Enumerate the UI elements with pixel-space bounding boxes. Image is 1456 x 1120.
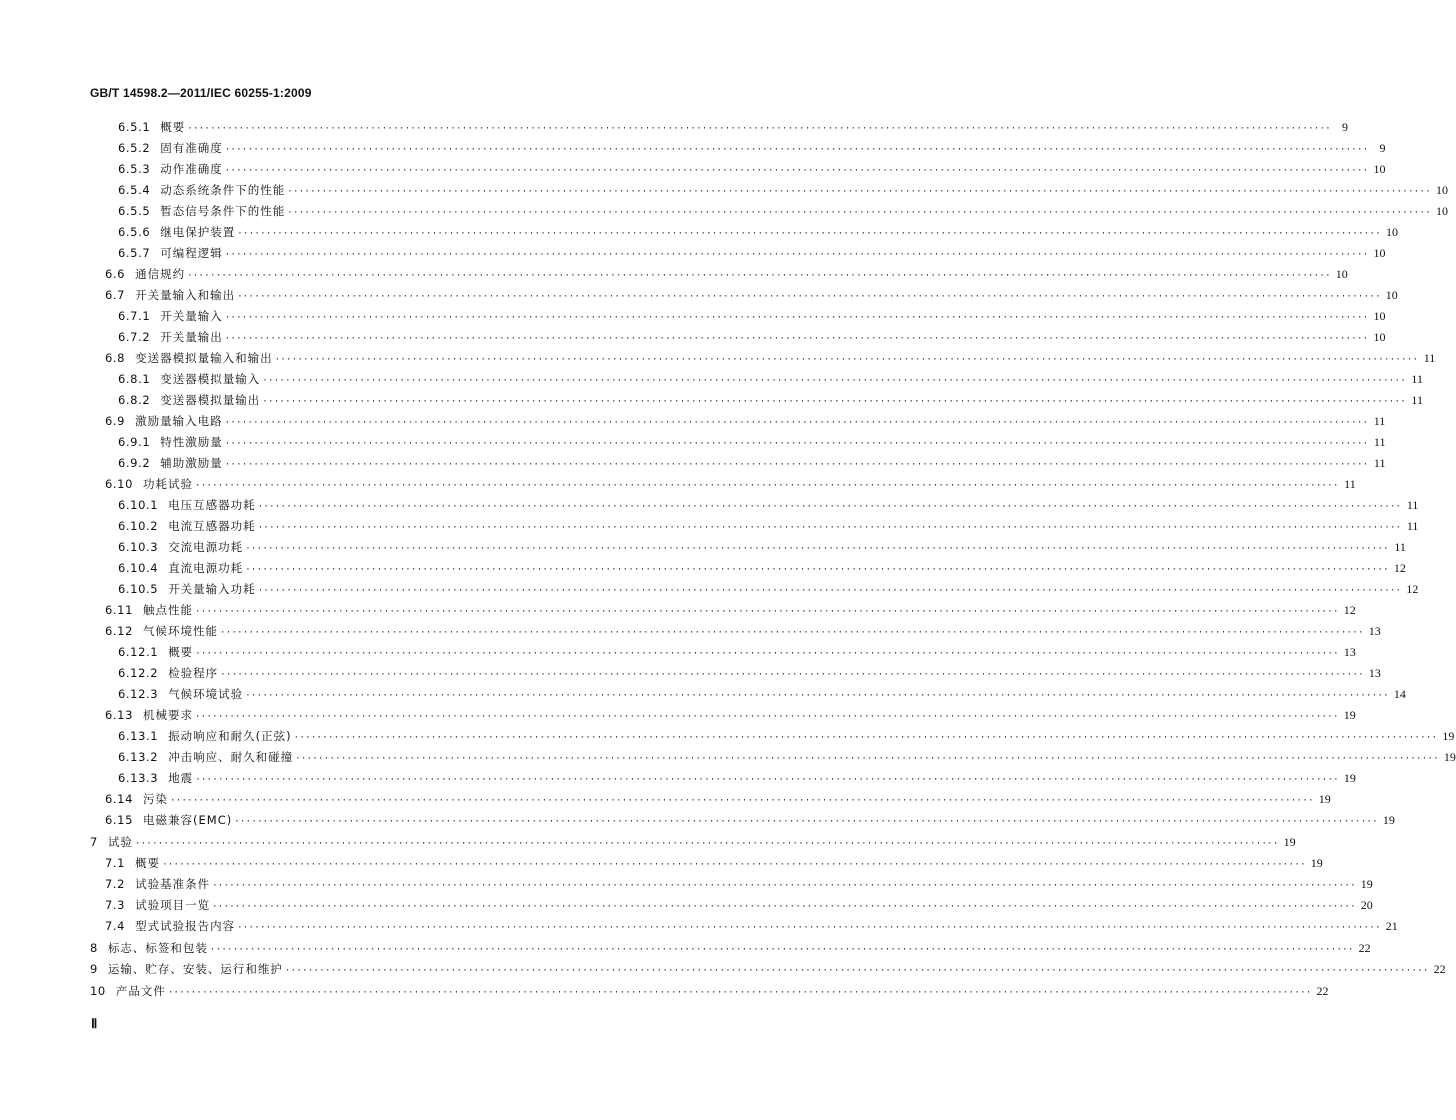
- toc-entry-number: 7.4: [105, 919, 126, 933]
- toc-entry-number: 6.8: [105, 351, 126, 365]
- toc-entry-page: 22: [1433, 962, 1446, 976]
- toc-entry-page: 10: [1385, 225, 1398, 239]
- toc-entry-page: 11: [1373, 456, 1386, 470]
- toc-entry-page: 11: [1423, 351, 1436, 365]
- toc-entry-page: 10: [1373, 246, 1386, 260]
- toc-leader-dots: ········································································································································································································: [224, 250, 1369, 260]
- toc-entry-number: 6.11: [105, 603, 134, 617]
- toc-entry-page: 10: [1373, 309, 1386, 323]
- toc-entry[interactable]: [105, 789, 1331, 809]
- toc-leader-dots: ········································································································································································································: [195, 649, 1339, 659]
- toc-entry-page: 19: [1343, 708, 1356, 722]
- toc-entry-number: 6.9.1: [118, 435, 151, 449]
- toc-leader-dots: ········································································································································································································: [224, 334, 1369, 344]
- toc-entry[interactable]: [105, 621, 1381, 641]
- toc-entry-page: 10: [1435, 183, 1448, 197]
- toc-entry-page: 21: [1385, 919, 1398, 933]
- toc-leader-dots: ········································································································································································································: [224, 460, 1369, 470]
- toc-entry-number: 7.2: [105, 877, 126, 891]
- toc-entry-number: 6.5.6: [118, 225, 151, 239]
- toc-entry-title: 概要: [168, 645, 194, 659]
- toc-entry-number: 6.5.3: [118, 162, 151, 176]
- toc-leader-dots: ········································································································································································································: [195, 481, 1339, 491]
- toc-entry-number: 6.14: [105, 792, 134, 806]
- toc-entry[interactable]: [90, 832, 1296, 852]
- toc-entry-number: 6.12.3: [118, 687, 159, 701]
- toc-entry[interactable]: [118, 390, 1423, 410]
- toc-entry[interactable]: [118, 726, 1455, 746]
- toc-leader-dots: ········································································································································································································: [262, 376, 1406, 386]
- toc-leader-dots: ········································································································································································································: [245, 691, 1389, 701]
- toc-leader-dots: ········································································································································································································: [195, 607, 1339, 617]
- toc-entry-number: 6.9.2: [118, 456, 151, 470]
- toc-entry-title: 冲击响应、耐久和碰撞: [168, 750, 294, 764]
- toc-leader-dots: ········································································································································································································: [162, 860, 1306, 870]
- toc-leader-dots: ········································································································································································································: [284, 966, 1429, 976]
- toc-entry-title: 运输、贮存、安装、运行和维护: [107, 962, 283, 976]
- toc-entry-page: 13: [1368, 666, 1381, 680]
- toc-entry-title: 交流电源功耗: [168, 540, 244, 554]
- toc-entry[interactable]: [90, 938, 1371, 958]
- toc-entry-page: 12: [1406, 582, 1419, 596]
- toc-leader-dots: ········································································································································································································: [245, 565, 1389, 575]
- toc-entry[interactable]: [105, 264, 1348, 284]
- toc-entry-page: 10: [1385, 288, 1398, 302]
- toc-entry-title: 概要: [135, 856, 161, 870]
- toc-entry-title: 触点性能: [143, 603, 194, 617]
- toc-entry[interactable]: [118, 369, 1423, 389]
- toc-entry-title: 辅助激励量: [160, 456, 223, 470]
- toc-entry[interactable]: [105, 474, 1356, 494]
- toc-entry-number: 6.12.2: [118, 666, 159, 680]
- toc-entry-number: 6.5.2: [118, 141, 151, 155]
- toc-entry[interactable]: [118, 222, 1398, 242]
- toc-entry[interactable]: [105, 853, 1323, 873]
- toc-entry-number: 7.3: [105, 898, 126, 912]
- toc-entry[interactable]: [118, 432, 1386, 452]
- toc-entry-number: 8: [90, 940, 98, 955]
- toc-entry-number: 6.7: [105, 288, 126, 302]
- toc-entry[interactable]: [105, 600, 1356, 620]
- toc-leader-dots: ········································································································································································································: [187, 271, 1331, 281]
- toc-entry-title: 机械要求: [143, 708, 194, 722]
- toc-entry-page: 10: [1373, 330, 1386, 344]
- toc-leader-dots: ········································································································································································································: [220, 670, 1364, 680]
- toc-entry-title: 变送器模拟量输入和输出: [135, 351, 273, 365]
- toc-entry-title: 型式试验报告内容: [135, 919, 236, 933]
- toc-entry-title: 电磁兼容(EMC): [143, 813, 233, 827]
- toc-entry-title: 固有准确度: [160, 141, 223, 155]
- toc-entry-page: 11: [1373, 414, 1386, 428]
- toc-entry[interactable]: [118, 243, 1386, 263]
- toc-entry-page: 9: [1341, 120, 1348, 134]
- toc-leader-dots: ········································································································································································································: [287, 208, 1431, 218]
- toc-entry-page: 20: [1360, 898, 1373, 912]
- toc-entry[interactable]: [105, 285, 1398, 305]
- toc-entry-title: 变送器模拟量输入: [160, 372, 261, 386]
- toc-entry[interactable]: [118, 138, 1386, 158]
- toc-entry-number: 6.7.1: [118, 309, 151, 323]
- toc-entry-page: 11: [1406, 498, 1419, 512]
- toc-entry[interactable]: [118, 663, 1381, 683]
- toc-leader-dots: ········································································································································································································: [224, 439, 1369, 449]
- toc-entry-title: 继电保护装置: [160, 225, 236, 239]
- toc-entry-number: 6.8.1: [118, 372, 151, 386]
- toc-entry-number: 9: [90, 962, 98, 976]
- toc-entry-number: 6.5.5: [118, 204, 151, 218]
- toc-entry-number: 6.13: [105, 708, 134, 722]
- toc-entry-title: 试验项目一览: [135, 898, 211, 912]
- toc-entry[interactable]: [118, 537, 1406, 557]
- toc-leader-dots: ········································································································································································································: [224, 313, 1369, 323]
- toc-leader-dots: ········································································································································································································: [212, 902, 1356, 912]
- toc-entry-page: 19: [1343, 771, 1356, 785]
- toc-leader-dots: ········································································································································································································: [262, 397, 1406, 407]
- toc-entry-title: 试验基准条件: [135, 877, 211, 891]
- toc-entry[interactable]: [118, 495, 1419, 515]
- toc-leader-dots: ········································································································································································································: [295, 754, 1439, 764]
- toc-entry-number: 6.5.1: [118, 120, 151, 134]
- toc-entry[interactable]: [90, 981, 1329, 1001]
- toc-entry-title: 开关量输出: [160, 330, 223, 344]
- toc-entry-page: 11: [1411, 393, 1423, 407]
- toc-entry-page: 13: [1368, 624, 1381, 638]
- toc-entry[interactable]: [105, 810, 1395, 830]
- toc-entry-number: 6.6: [105, 267, 126, 281]
- toc-leader-dots: ········································································································································································································: [287, 187, 1431, 197]
- toc-entry-title: 特性激励量: [160, 435, 223, 449]
- toc-entry-page: 12: [1343, 603, 1356, 617]
- toc-entry-title: 试验: [107, 834, 133, 849]
- toc-entry[interactable]: [105, 895, 1373, 915]
- toc-entry-title: 动态系统条件下的性能: [160, 183, 286, 197]
- toc-entry-title: 气候环境性能: [143, 624, 219, 638]
- toc-entry-title: 地震: [168, 771, 194, 785]
- toc-entry-number: 6.13.2: [118, 750, 159, 764]
- toc-leader-dots: ········································································································································································································: [195, 712, 1339, 722]
- toc-entry[interactable]: [118, 516, 1419, 536]
- toc-entry[interactable]: [118, 747, 1456, 767]
- toc-entry-page: 19: [1310, 856, 1323, 870]
- toc-entry-title: 激励量输入电路: [135, 414, 223, 428]
- toc-entry-title: 功耗试验: [143, 477, 194, 491]
- toc-leader-dots: ········································································································································································································: [220, 628, 1364, 638]
- toc-leader-dots: ········································································································································································································: [293, 733, 1438, 743]
- toc-entry-title: 通信规约: [135, 267, 186, 281]
- toc-leader-dots: ········································································································································································································: [224, 166, 1369, 176]
- toc-entry-page: 11: [1406, 519, 1419, 533]
- toc-leader-dots: ········································································································································································································: [134, 838, 1279, 849]
- toc-leader-dots: ········································································································································································································: [224, 418, 1369, 428]
- toc-leader-dots: ········································································································································································································: [195, 775, 1339, 785]
- toc-leader-dots: ········································································································································································································: [237, 292, 1381, 302]
- toc-entry-page: 10: [1435, 204, 1448, 218]
- toc-entry-number: 6.12: [105, 624, 134, 638]
- toc-entry-page: 14: [1393, 687, 1406, 701]
- toc-entry-title: 标志、标签和包装: [107, 940, 208, 955]
- toc-entry[interactable]: [105, 874, 1373, 894]
- toc-leader-dots: ········································································································································································································: [187, 124, 1331, 134]
- toc-entry-number: 6.10.3: [118, 540, 159, 554]
- toc-leader-dots: ········································································································································································································: [224, 145, 1369, 155]
- toc-entry-title: 污染: [143, 792, 169, 806]
- toc-leader-dots: ········································································································································································································: [212, 881, 1356, 891]
- toc-entry-title: 检验程序: [168, 666, 219, 680]
- toc-entry-page: 22: [1358, 940, 1371, 955]
- page-number-footer: Ⅱ: [91, 1016, 98, 1031]
- toc-entry-number: 6.12.1: [118, 645, 159, 659]
- toc-entry-number: 6.10.5: [118, 582, 159, 596]
- toc-entry-number: 6.8.2: [118, 393, 151, 407]
- toc-entry-number: 6.13.3: [118, 771, 159, 785]
- toc-entry-title: 产品文件: [115, 983, 166, 998]
- toc-entry-number: 6.13.1: [118, 729, 159, 743]
- toc-entry-number: 6.5.7: [118, 246, 151, 260]
- toc-leader-dots: ········································································································································································································: [170, 796, 1314, 806]
- toc-entry-number: 6.10.1: [118, 498, 159, 512]
- toc-entry-number: 6.7.2: [118, 330, 151, 344]
- toc-entry-title: 动作准确度: [160, 162, 223, 176]
- toc-entry-page: 19: [1442, 729, 1455, 743]
- toc-entry-page: 19: [1360, 877, 1373, 891]
- toc-entry-page: 19: [1382, 813, 1395, 827]
- toc-leader-dots: ········································································································································································································: [237, 229, 1381, 239]
- toc-entry-number: 7: [90, 834, 98, 849]
- toc-entry[interactable]: [118, 684, 1406, 704]
- toc-leader-dots: ········································································································································································································: [245, 544, 1389, 554]
- toc-entry[interactable]: [105, 916, 1398, 936]
- toc-entry-number: 6.5.4: [118, 183, 151, 197]
- toc-leader-dots: ········································································································································································································: [237, 923, 1381, 933]
- toc-entry-title: 暂态信号条件下的性能: [160, 204, 286, 218]
- toc-entry-title: 开关量输入: [160, 309, 223, 323]
- toc-entry-title: 开关量输入和输出: [135, 288, 236, 302]
- toc-entry[interactable]: [90, 959, 1446, 979]
- toc-entry-page: 10: [1373, 162, 1386, 176]
- toc-entry-title: 直流电源功耗: [168, 561, 244, 575]
- toc-entry[interactable]: [118, 453, 1386, 473]
- toc-entry[interactable]: [118, 117, 1348, 137]
- toc-entry-title: 开关量输入功耗: [168, 582, 256, 596]
- toc-entry[interactable]: [118, 201, 1448, 221]
- toc-entry[interactable]: [118, 159, 1386, 179]
- toc-entry-page: 9: [1379, 141, 1386, 155]
- toc-entry[interactable]: [105, 705, 1356, 725]
- toc-entry-title: 变送器模拟量输出: [160, 393, 261, 407]
- toc-entry-page: 11: [1373, 435, 1386, 449]
- toc-entry-page: 11: [1411, 372, 1423, 386]
- toc-entry-number: 6.15: [105, 813, 134, 827]
- toc-entry-number: 6.9: [105, 414, 126, 428]
- toc-entry-title: 电压互感器功耗: [168, 498, 256, 512]
- toc-entry-title: 可编程逻辑: [160, 246, 223, 260]
- toc-leader-dots: ········································································································································································································: [167, 987, 1312, 998]
- toc-entry-title: 振动响应和耐久(正弦): [168, 729, 292, 743]
- toc-entry[interactable]: [105, 348, 1436, 368]
- toc-entry-page: 19: [1283, 834, 1296, 849]
- toc-entry-title: 气候环境试验: [168, 687, 244, 701]
- toc-leader-dots: ········································································································································································································: [209, 944, 1354, 955]
- toc-leader-dots: ········································································································································································································: [257, 523, 1402, 533]
- toc-entry[interactable]: [118, 180, 1448, 200]
- toc-leader-dots: ········································································································································································································: [274, 355, 1419, 365]
- toc-entry[interactable]: [105, 411, 1386, 431]
- toc-entry-page: 13: [1343, 645, 1356, 659]
- toc-entry-number: 6.10.4: [118, 561, 159, 575]
- toc-entry[interactable]: [118, 327, 1386, 347]
- toc-entry-number: 6.10.2: [118, 519, 159, 533]
- toc-entry-page: 19: [1318, 792, 1331, 806]
- toc-entry-page: 11: [1344, 477, 1356, 491]
- toc-entry[interactable]: [118, 306, 1386, 326]
- toc-entry-number: 7.1: [105, 856, 126, 870]
- toc-entry-page: 11: [1394, 540, 1406, 554]
- toc-entry-title: 概要: [160, 120, 186, 134]
- toc-entry-page: 12: [1393, 561, 1406, 575]
- toc-entry-page: 22: [1316, 983, 1329, 998]
- toc-leader-dots: ········································································································································································································: [257, 502, 1402, 512]
- toc-leader-dots: ········································································································································································································: [257, 586, 1402, 596]
- toc-entry-number: 6.10: [105, 477, 134, 491]
- toc-entry[interactable]: [118, 768, 1356, 788]
- toc-entry-page: 10: [1335, 267, 1348, 281]
- toc-entry-title: 电流互感器功耗: [168, 519, 256, 533]
- toc-entry[interactable]: [118, 642, 1356, 662]
- toc-entry[interactable]: [118, 558, 1406, 578]
- toc-entry[interactable]: [118, 579, 1419, 599]
- toc-leader-dots: ········································································································································································································: [234, 817, 1378, 827]
- toc-entry-number: 10: [90, 983, 106, 998]
- toc-entry-page: 19: [1443, 750, 1456, 764]
- document-header: GB/T 14598.2—2011/IEC 60255-1:2009: [90, 86, 312, 100]
